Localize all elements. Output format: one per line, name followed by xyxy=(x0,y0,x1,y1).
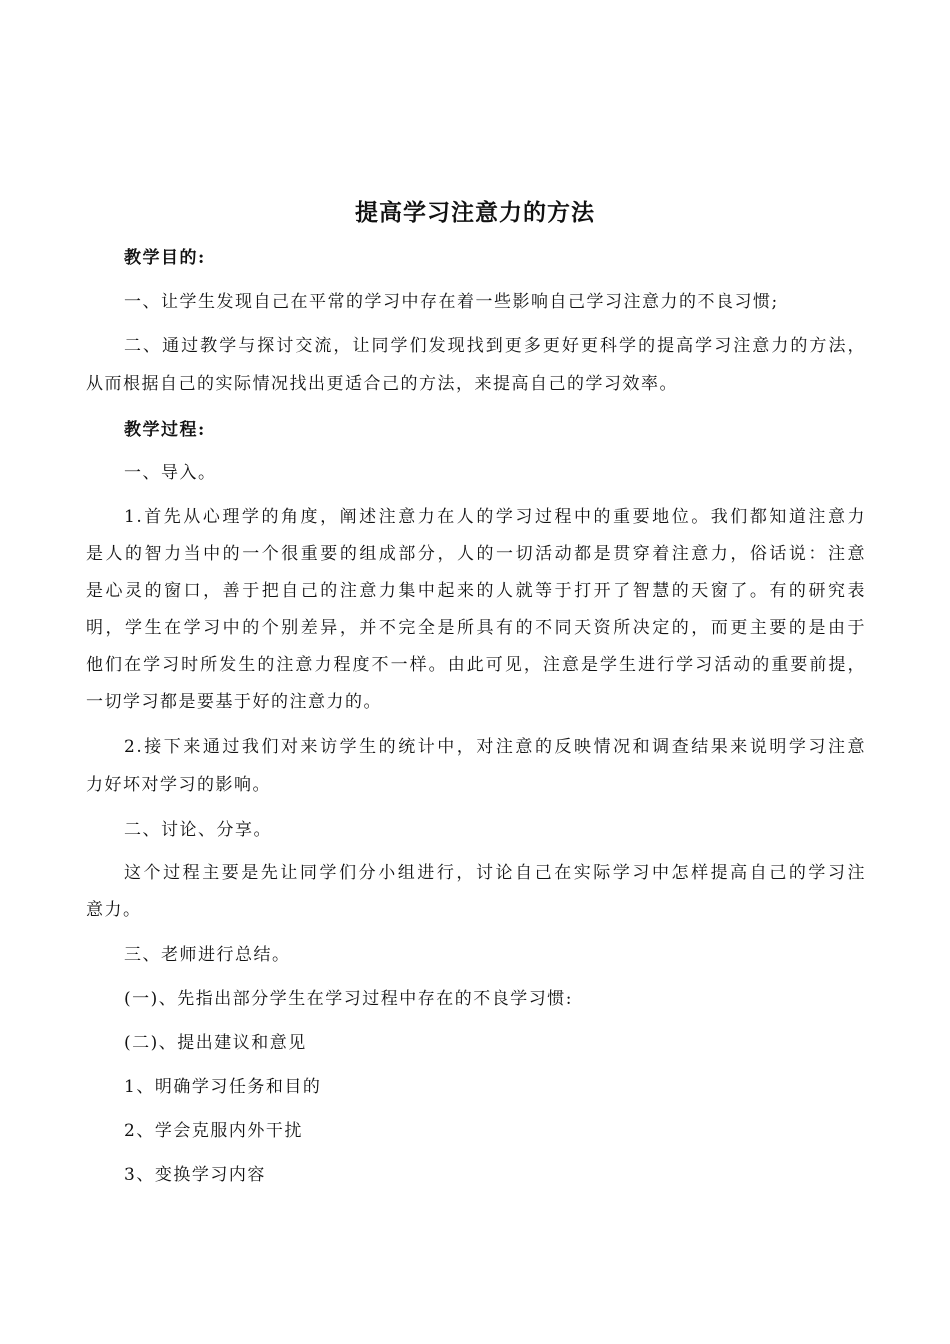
process-heading: 教学过程: xyxy=(124,420,206,440)
paragraph-1-line-2: 是人的智力当中的一个很重要的组成部分，人的一切活动都是贯穿着注意力，俗话说：注意 xyxy=(86,544,866,564)
paragraph-1-line-3: 是心灵的窗口，善于把自己的注意力集中起来的人就等于打开了智慧的天窗了。有的研究表 xyxy=(86,581,866,601)
document-title: 提高学习注意力的方法 xyxy=(355,199,595,226)
summary-point-2: (二)、提出建议和意见 xyxy=(124,1033,307,1053)
paragraph-1-line-1: 1.首先从心理学的角度，阐述注意力在人的学习过程中的重要地位。我们都知道注意力 xyxy=(124,507,866,527)
paragraph-1-line-4: 明，学生在学习中的个别差异，并不完全是所具有的不同天资所决定的，而更主要的是由于 xyxy=(86,618,866,638)
suggestion-item-3: 3、变换学习内容 xyxy=(124,1165,266,1185)
step-2-heading: 二、讨论、分享。 xyxy=(124,820,272,840)
summary-point-1: (一)、先指出部分学生在学习过程中存在的不良学习惯: xyxy=(124,989,573,1009)
paragraph-1-line-5: 他们在学习时所发生的注意力程度不一样。由此可见，注意是学生进行学习活动的重要前提， xyxy=(86,655,866,675)
paragraph-3-line-1: 这个过程主要是先让同学们分小组进行，讨论自己在实际学习中怎样提高自己的学习注 xyxy=(124,863,866,883)
paragraph-2-line-2: 力好坏对学习的影响。 xyxy=(86,775,271,795)
objectives-heading: 教学目的: xyxy=(124,248,206,268)
suggestion-item-1: 1、明确学习任务和目的 xyxy=(124,1077,322,1097)
objective-2-line-1: 二、通过教学与探讨交流，让同学们发现找到更多更好更科学的提高学习注意力的方法， xyxy=(124,336,866,356)
objective-2-line-2: 从而根据自己的实际情况找出更适合己的方法，来提高自己的学习效率。 xyxy=(86,374,678,394)
objective-1: 一、让学生发现自己在平常的学习中存在着一些影响自己学习注意力的不良习惯; xyxy=(124,292,779,312)
paragraph-2-line-1: 2.接下来通过我们对来访学生的统计中，对注意的反映情况和调查结果来说明学习注意 xyxy=(124,737,866,757)
step-3-heading: 三、老师进行总结。 xyxy=(124,945,291,965)
paragraph-1-line-6: 一切学习都是要基于好的注意力的。 xyxy=(86,692,382,712)
suggestion-item-2: 2、学会克服内外干扰 xyxy=(124,1121,303,1141)
paragraph-3-line-2: 意力。 xyxy=(86,900,142,920)
step-1-heading: 一、导入。 xyxy=(124,463,217,483)
